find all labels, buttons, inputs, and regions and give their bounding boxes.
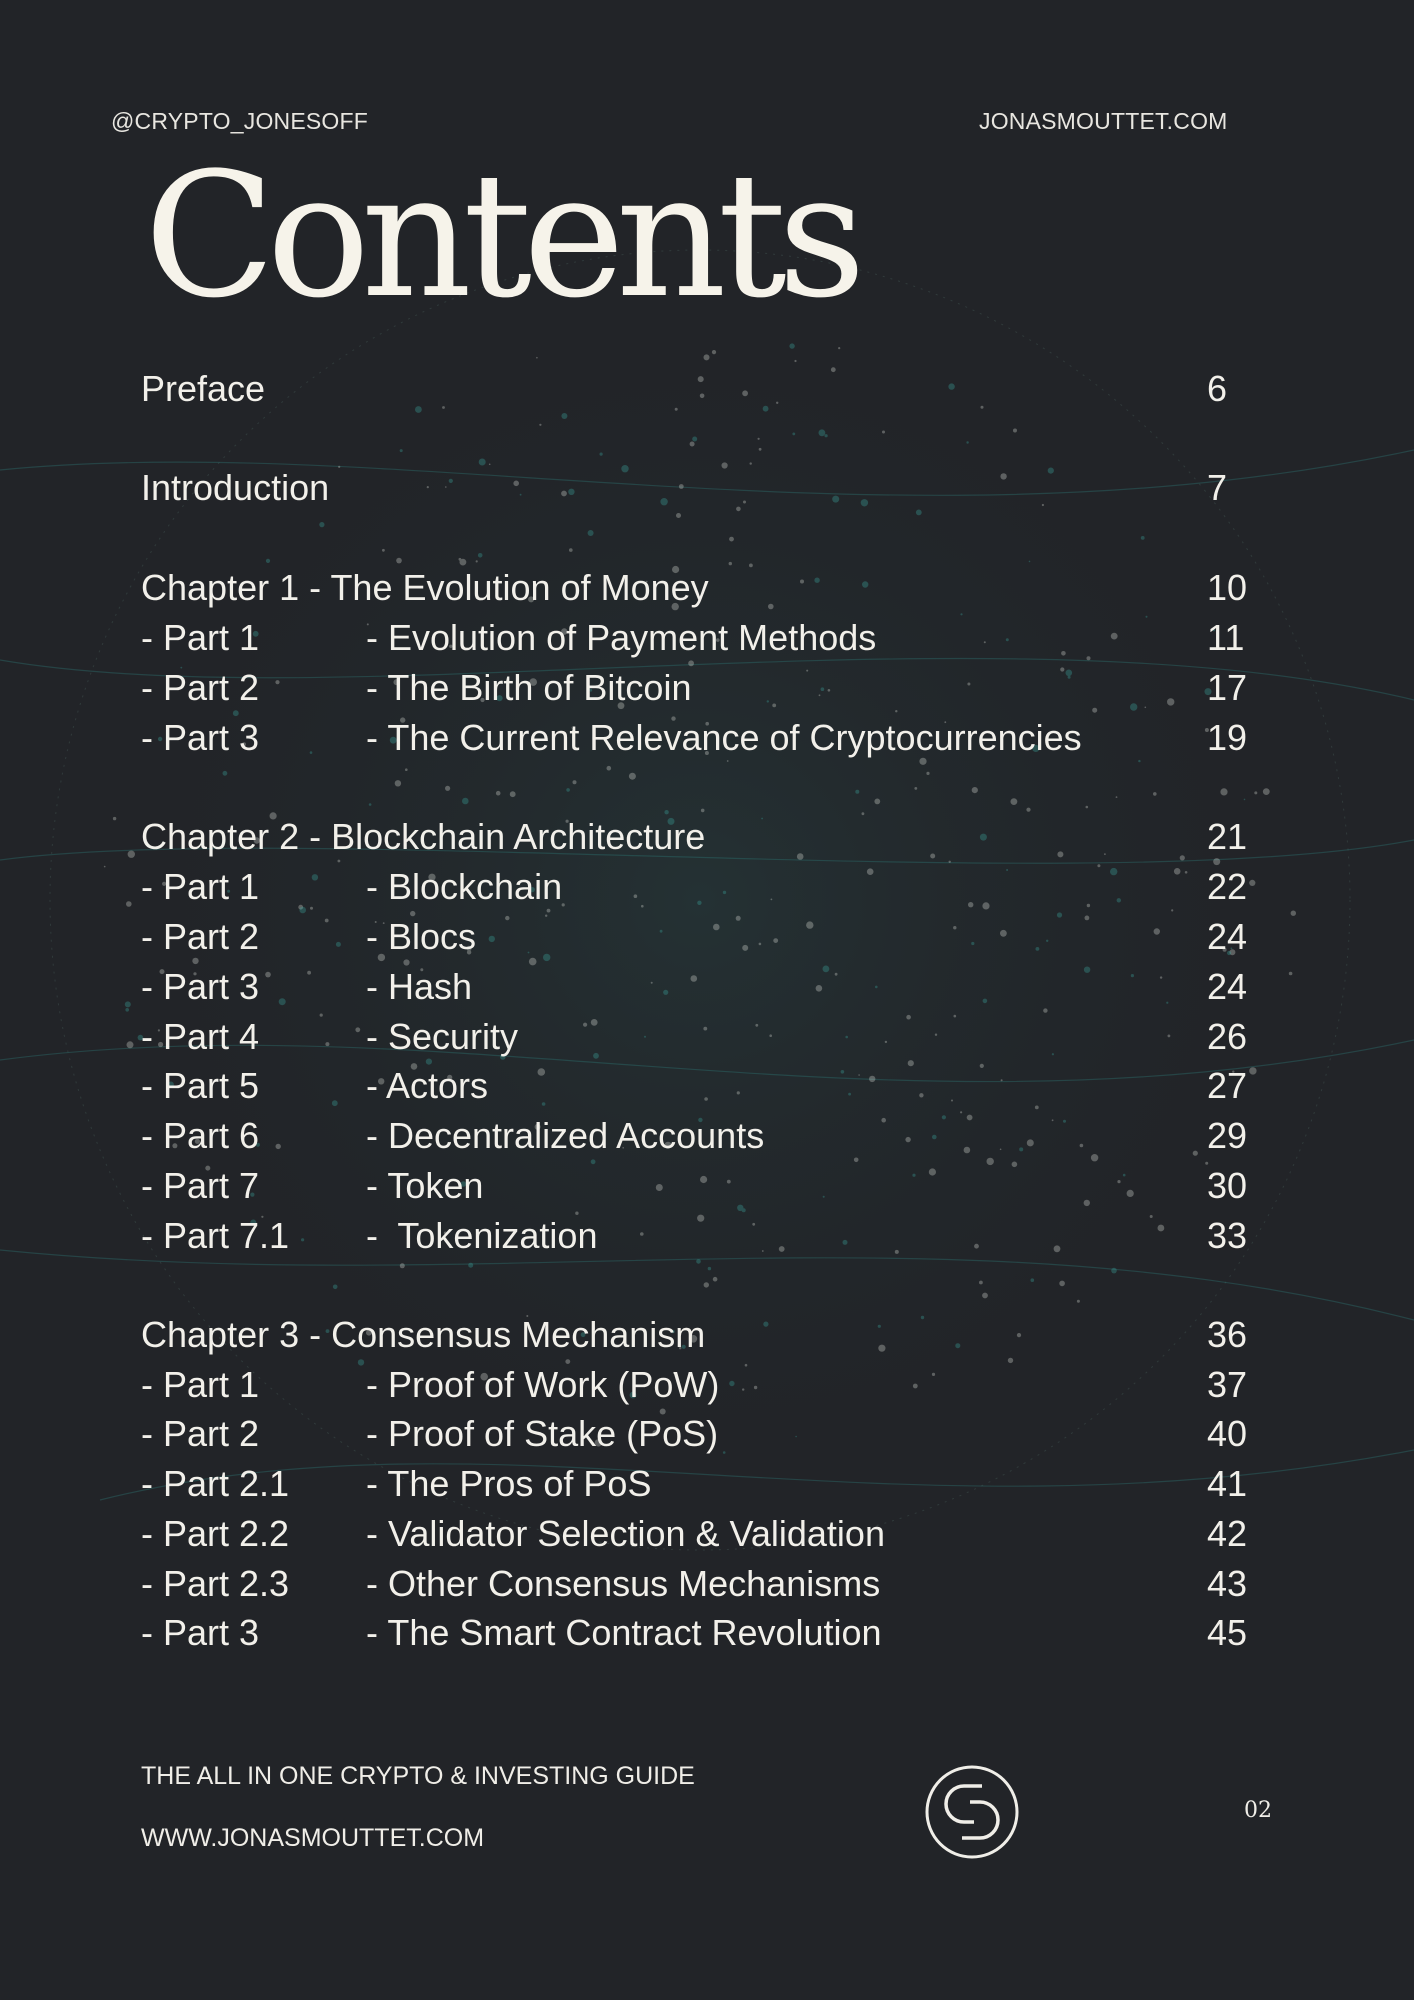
toc-entry[interactable]	[0, 1313, 1414, 1357]
footer-url[interactable]: WWW.JONASMOUTTET.COM	[141, 1824, 485, 1852]
toc-entry[interactable]	[0, 1611, 1414, 1655]
toc-entry-label: - Part 3	[141, 717, 260, 758]
toc-entry[interactable]	[0, 1114, 1414, 1158]
toc-entry[interactable]	[0, 815, 1414, 859]
toc-entry[interactable]	[0, 666, 1414, 710]
header-website[interactable]: JONASMOUTTET.COM	[979, 108, 1228, 134]
toc-entry-title: - The Pros of PoS	[366, 1463, 652, 1504]
toc-entry-title: - Validator Selection & Validation	[366, 1513, 885, 1554]
toc-entry-label: - Part 7.1	[141, 1215, 290, 1256]
toc-entry-page: 43	[1207, 1563, 1248, 1604]
toc-entry[interactable]	[0, 1064, 1414, 1108]
toc-entry-page: 26	[1207, 1016, 1248, 1057]
toc-entry[interactable]	[0, 566, 1414, 610]
toc-entry[interactable]	[0, 616, 1414, 660]
toc-entry[interactable]	[0, 1214, 1414, 1258]
toc-entry-page: 41	[1207, 1463, 1248, 1504]
toc-entry-page: 11	[1207, 617, 1245, 658]
toc-entry-title: - The Current Relevance of Cryptocurrencies	[366, 717, 1082, 758]
toc-entry-title: - Other Consensus Mechanisms	[366, 1563, 881, 1604]
toc-entry-label: Preface	[141, 368, 266, 409]
toc-entry-label: Chapter 2 - Blockchain Architecture	[141, 816, 706, 857]
toc-entry-label: - Part 1	[141, 617, 260, 658]
toc-entry[interactable]	[0, 1412, 1414, 1456]
toc-entry-title: - Proof of Work (PoW)	[366, 1364, 720, 1405]
toc-entry-page: 40	[1207, 1413, 1248, 1454]
toc-entry-page: 24	[1207, 916, 1248, 957]
toc-entry-page: 17	[1207, 667, 1248, 708]
toc-entry-page: 19	[1207, 717, 1248, 758]
toc-entry-page: 7	[1207, 467, 1228, 508]
jm-monogram-icon	[924, 1764, 1020, 1860]
toc-entry[interactable]	[0, 1015, 1414, 1059]
toc-entry-label: - Part 1	[141, 1364, 260, 1405]
toc-entry[interactable]	[0, 1462, 1414, 1506]
toc-entry-label: - Part 3	[141, 966, 260, 1007]
toc-entry-title: - Proof of Stake (PoS)	[366, 1413, 719, 1454]
toc-entry-page: 37	[1207, 1364, 1248, 1405]
toc-entry-label: Chapter 3 - Consensus Mechanism	[141, 1314, 706, 1355]
toc-entry-label: - Part 7	[141, 1165, 260, 1206]
toc-entry-title: - Actors	[366, 1065, 489, 1106]
toc-entry-title: - The Birth of Bitcoin	[366, 667, 692, 708]
guide-title: THE ALL IN ONE CRYPTO & INVESTING GUIDE	[141, 1762, 695, 1790]
toc-entry-page: 27	[1207, 1065, 1248, 1106]
toc-entry-title: - Evolution of Payment Methods	[366, 617, 877, 658]
toc-entry-label: - Part 1	[141, 866, 260, 907]
toc-entry-page: 36	[1207, 1314, 1248, 1355]
toc-entry-page: 24	[1207, 966, 1248, 1007]
toc-entry-label: - Part 5	[141, 1065, 260, 1106]
toc-entry[interactable]	[0, 1363, 1414, 1407]
toc-entry-title: - Hash	[366, 966, 473, 1007]
toc-entry[interactable]	[0, 915, 1414, 959]
toc-entry-page: 21	[1207, 816, 1248, 857]
toc-entry-label: - Part 2	[141, 916, 260, 957]
toc-entry[interactable]	[0, 1562, 1414, 1606]
toc-entry-label: - Part 6	[141, 1115, 260, 1156]
toc-entry-page: 6	[1207, 368, 1228, 409]
toc-entry-page: 42	[1207, 1513, 1248, 1554]
toc-entry-page: 45	[1207, 1612, 1248, 1653]
toc-entry-page: 33	[1207, 1215, 1248, 1256]
toc-entry-page: 22	[1207, 866, 1248, 907]
social-handle: @CRYPTO_JONESOFF	[111, 108, 369, 134]
toc-entry[interactable]	[0, 965, 1414, 1009]
toc-entry-label: - Part 3	[141, 1612, 260, 1653]
toc-entry-label: - Part 2.3	[141, 1563, 290, 1604]
toc-entry[interactable]	[0, 466, 1414, 510]
toc-entry-label: Chapter 1 - The Evolution of Money	[141, 567, 709, 608]
toc-entry-title: - Tokenization	[366, 1215, 598, 1256]
toc-entry-title: - Token	[366, 1165, 484, 1206]
toc-entry-page: 10	[1207, 567, 1248, 608]
toc-entry-label: - Part 2	[141, 1413, 260, 1454]
toc-entry-title: - Decentralized Accounts	[366, 1115, 765, 1156]
toc-entry[interactable]	[0, 865, 1414, 909]
toc-entry-title: - Blocs	[366, 916, 477, 957]
toc-entry-label: - Part 4	[141, 1016, 260, 1057]
toc-entry-title: - The Smart Contract Revolution	[366, 1612, 882, 1653]
toc-entry[interactable]	[0, 716, 1414, 760]
toc-entry-label: - Part 2	[141, 667, 260, 708]
toc-entry-title: - Security	[366, 1016, 519, 1057]
toc-entry-label: - Part 2.1	[141, 1463, 290, 1504]
toc-entry-page: 29	[1207, 1115, 1248, 1156]
toc-entry[interactable]	[0, 1164, 1414, 1208]
page-title: Contents	[144, 135, 858, 336]
toc-entry-label: - Part 2.2	[141, 1513, 290, 1554]
toc-entry[interactable]	[0, 367, 1414, 411]
toc-entry-page: 30	[1207, 1165, 1248, 1206]
toc-entry[interactable]	[0, 1512, 1414, 1556]
page-number: 02	[1244, 1798, 1272, 1823]
toc-entry-label: Introduction	[141, 467, 330, 508]
toc-entry-title: - Blockchain	[366, 866, 563, 907]
